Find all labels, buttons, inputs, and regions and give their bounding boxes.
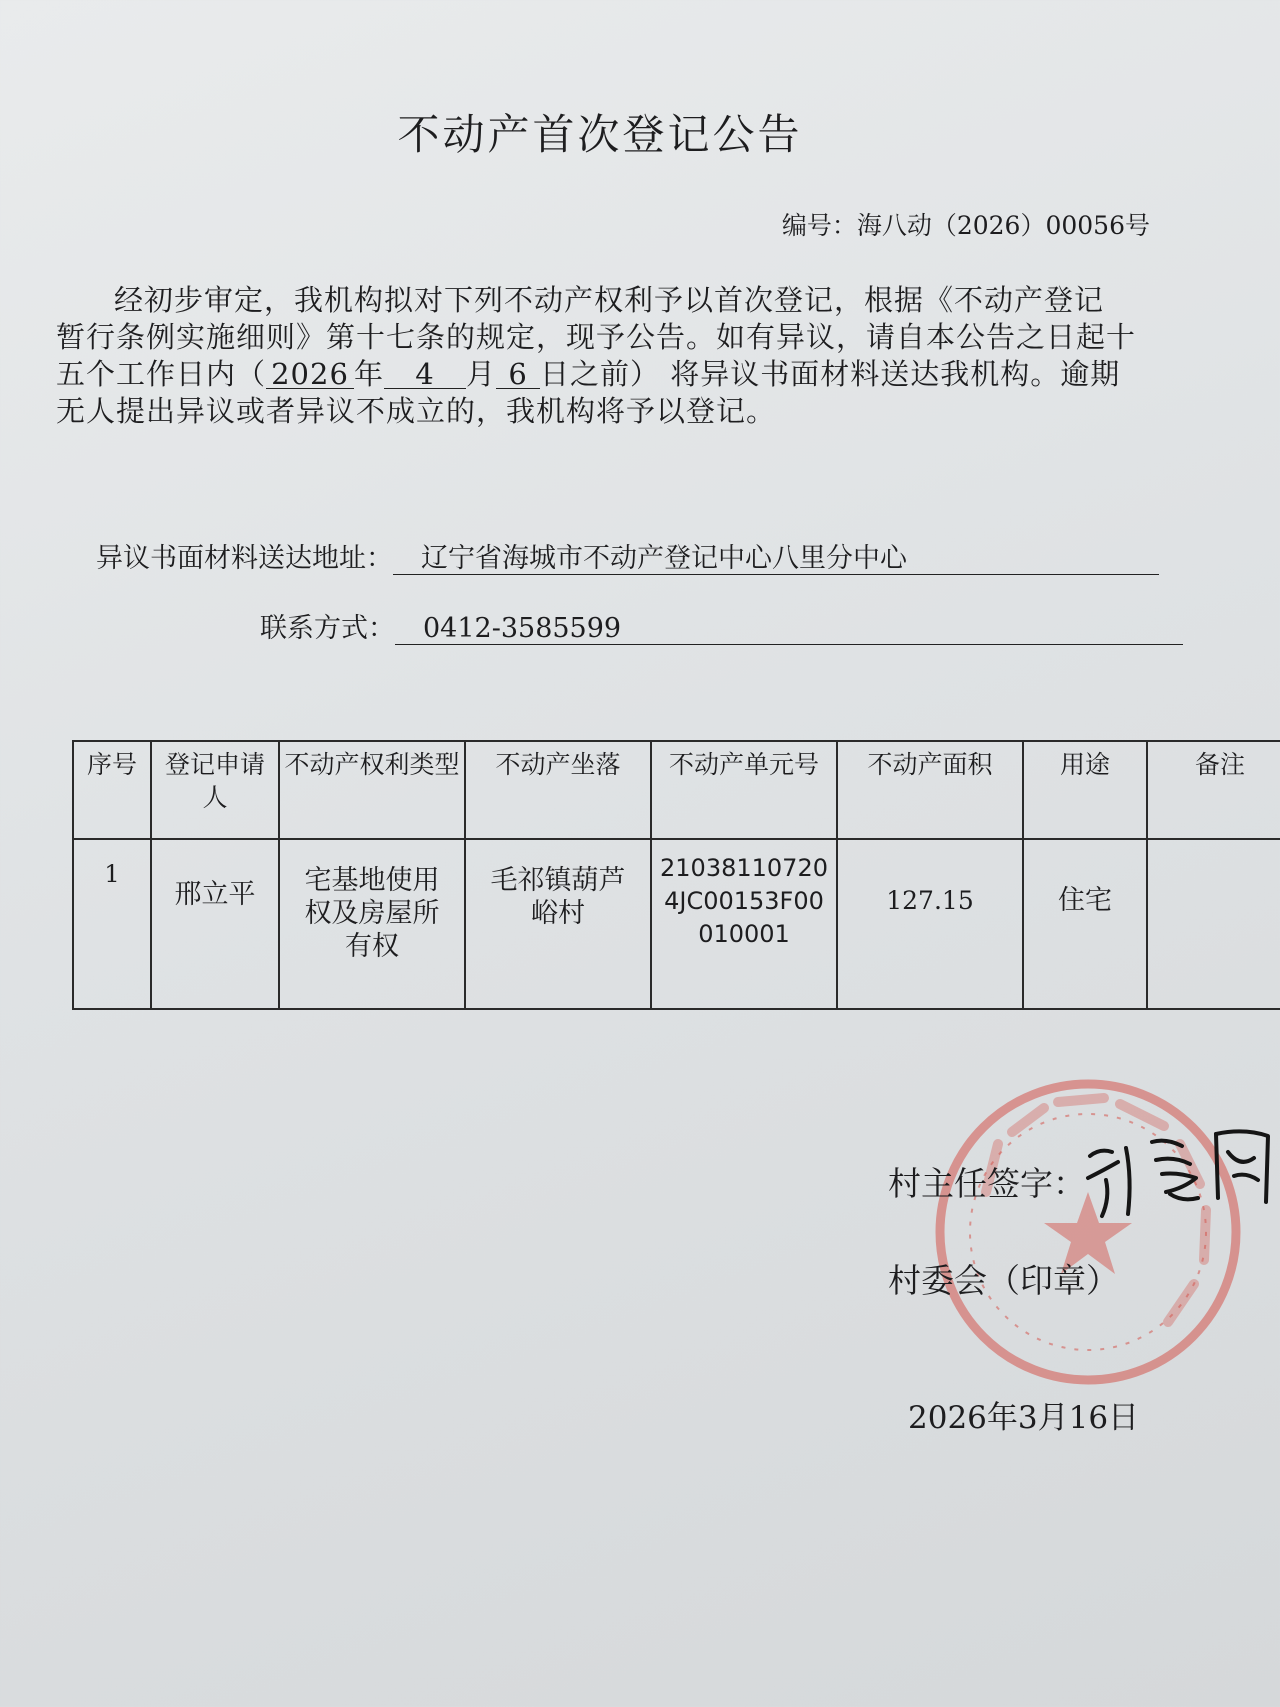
cell-usage: 住宅 — [1023, 839, 1147, 1009]
cell-applicant: 邢立平 — [151, 839, 279, 1009]
cell-right-type: 宅基地使用权及房屋所有权 — [279, 839, 465, 1009]
month-unit: 月 — [466, 357, 497, 391]
issue-date: 2026年3月16日 — [908, 1400, 1140, 1436]
table-row — [73, 839, 1280, 1009]
notice-title: 不动产首次登记公告 — [397, 110, 803, 159]
document-number: 编号：海八动（2026）00056号 — [781, 211, 1150, 240]
table-header-row — [73, 741, 1280, 839]
body-line-1: 经初步审定，我机构拟对下列不动产权利予以首次登记，根据《不动产登记 — [114, 283, 1105, 317]
contact-row — [260, 606, 1183, 645]
header-unit-number: 不动产单元号 — [651, 741, 837, 839]
address-row — [96, 536, 1159, 575]
deadline-month: 4 — [384, 360, 466, 389]
header-location: 不动产坐落 — [465, 741, 651, 839]
deadline-day: 6 — [496, 360, 540, 389]
cell-remark — [1147, 839, 1280, 1009]
header-remark: 备注 — [1147, 741, 1280, 839]
day-unit: 日之前） — [540, 357, 661, 391]
notice-body — [56, 282, 1166, 430]
header-applicant: 登记申请人 — [151, 741, 279, 839]
header-usage: 用途 — [1023, 741, 1147, 839]
body-line-3 — [56, 356, 1166, 393]
body-line-2: 暂行条例实施细则》第十七条的规定，现予公告。如有异议，请自本公告之日起十 — [56, 320, 1137, 354]
body-line-3-suffix: 将异议书面材料送达我机构。逾期 — [660, 357, 1121, 391]
body-line-3-prefix: 五个工作日内（ — [56, 357, 267, 391]
header-seq: 序号 — [73, 741, 151, 839]
committee-seal-label: 村委会（印章） — [888, 1261, 1119, 1300]
contact-value: 0412-3585599 — [395, 614, 1183, 645]
cell-location: 毛祁镇葫芦峪村 — [465, 839, 651, 1009]
header-area: 不动产面积 — [837, 741, 1023, 839]
cell-area: 127.15 — [837, 839, 1023, 1009]
cell-seq: 1 — [73, 839, 151, 1009]
contact-label: 联系方式： — [260, 613, 395, 644]
body-line-4: 无人提出异议或者异议不成立的，我机构将予以登记。 — [56, 394, 777, 428]
cell-unit-number: 210381107204JC00153F00010001 — [651, 839, 837, 1009]
address-value: 辽宁省海城市不动产登记中心八里分中心 — [393, 544, 1159, 575]
registration-table — [72, 740, 1280, 1010]
handwritten-signature — [1078, 1118, 1278, 1228]
deadline-year: 2026 — [266, 360, 354, 389]
address-label: 异议书面材料送达地址： — [96, 543, 393, 574]
year-unit: 年 — [354, 357, 385, 391]
director-signature-label: 村主任签字： — [888, 1164, 1086, 1203]
header-right-type: 不动产权利类型 — [279, 741, 465, 839]
